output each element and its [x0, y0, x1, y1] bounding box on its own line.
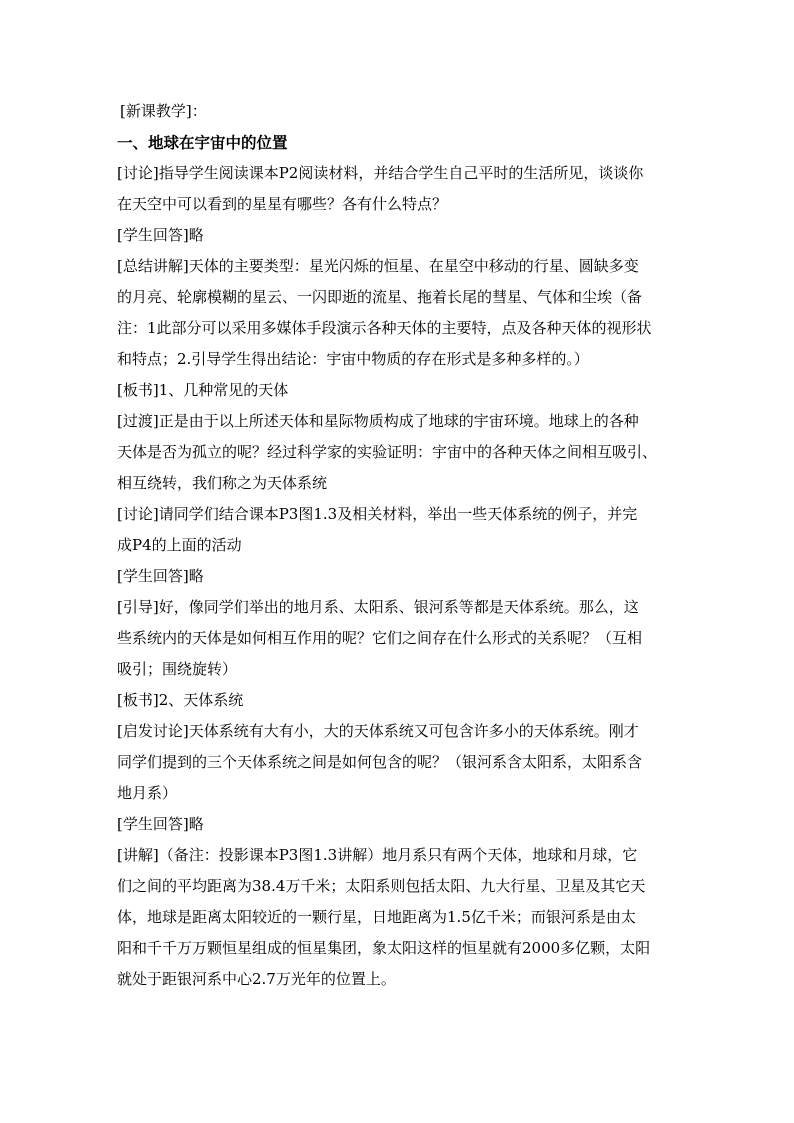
paragraph-line: 成P4的上面的活动: [117, 536, 242, 554]
paragraph-line: [学生回答]略: [117, 567, 204, 585]
paragraph-line: 地月系）: [117, 784, 178, 802]
paragraph-line: 相互绕转，我们称之为天体系统: [117, 474, 328, 492]
paragraph-line: 们之间的平均距离为38.4万千米；太阳系则包括太阳、九大行星、卫星及其它天: [117, 877, 646, 895]
paragraph-line: 注：1此部分可以采用多媒体手段演示各种天体的主要特，点及各种天体的视形状: [117, 319, 652, 337]
paragraph-line: [板书]2、天体系统: [117, 691, 244, 709]
paragraph-line: 些系统内的天体是如何相互作用的呢？它们之间存在什么形式的关系呢？（互相: [117, 629, 643, 647]
paragraph-line: 吸引；围绕旋转）: [117, 660, 238, 678]
paragraph-line: 体，地球是距离太阳较近的一颗行星，日地距离为1.5亿千米；而银河系是由太: [117, 908, 636, 926]
section-label: [新课教学]：: [120, 102, 207, 120]
paragraph-line: [过渡]正是由于以上所述天体和星际物质构成了地球的宇宙环境。地球上的各种: [117, 412, 639, 430]
paragraph-line: 在天空中可以看到的星星有哪些？各有什么特点？: [117, 195, 448, 213]
paragraph-line: 阳和千千万万颗恒星组成的恒星集团，象太阳这样的恒星就有2000多亿颗，太阳: [117, 939, 651, 957]
paragraph-line: 的月亮、轮廓模糊的星云、一闪即逝的流星、拖着长尾的彗星、气体和尘埃（备: [117, 288, 643, 306]
paragraph-line: [学生回答]略: [117, 815, 204, 833]
paragraph-line: [总结讲解]天体的主要类型：星光闪烁的恒星、在星空中移动的行星、圆缺多变: [117, 257, 639, 275]
section-heading: 一、地球在宇宙中的位置: [117, 133, 288, 152]
paragraph-line: [讲解]（备注：投影课本P3图1.3讲解）地月系只有两个天体，地球和月球，它: [117, 846, 638, 864]
paragraph-line: [启发讨论]天体系统有大有小，大的天体系统又可包含许多小的天体系统。刚才: [117, 722, 639, 740]
paragraph-line: 和特点；2.引导学生得出结论：宇宙中物质的存在形式是多种多样的。）: [117, 350, 589, 368]
paragraph-line: 就处于距银河系中心2.7万光年的位置上。: [117, 970, 396, 988]
paragraph-line: [讨论]指导学生阅读课本P2阅读材料，并结合学生自己平时的生活所见，谈谈你: [117, 164, 644, 182]
paragraph-line: [学生回答]略: [117, 226, 204, 244]
paragraph-line: 天体是否为孤立的呢？经过科学家的实验证明：宇宙中的各种天体之间相互吸引、: [117, 443, 658, 461]
document-body: [117, 96, 697, 995]
paragraph-line: 同学们提到的三个天体系统之间是如何包含的呢？（银河系含太阳系，太阳系含: [117, 753, 643, 771]
paragraph-line: [引导]好，像同学们举出的地月系、太阳系、银河系等都是天体系统。那么，这: [117, 598, 639, 616]
paragraph-line: [讨论]请同学们结合课本P3图1.3及相关材料，举出一些天体系统的例子，并完: [117, 505, 638, 523]
paragraph-line: [板书]1、几种常见的天体: [117, 381, 289, 399]
